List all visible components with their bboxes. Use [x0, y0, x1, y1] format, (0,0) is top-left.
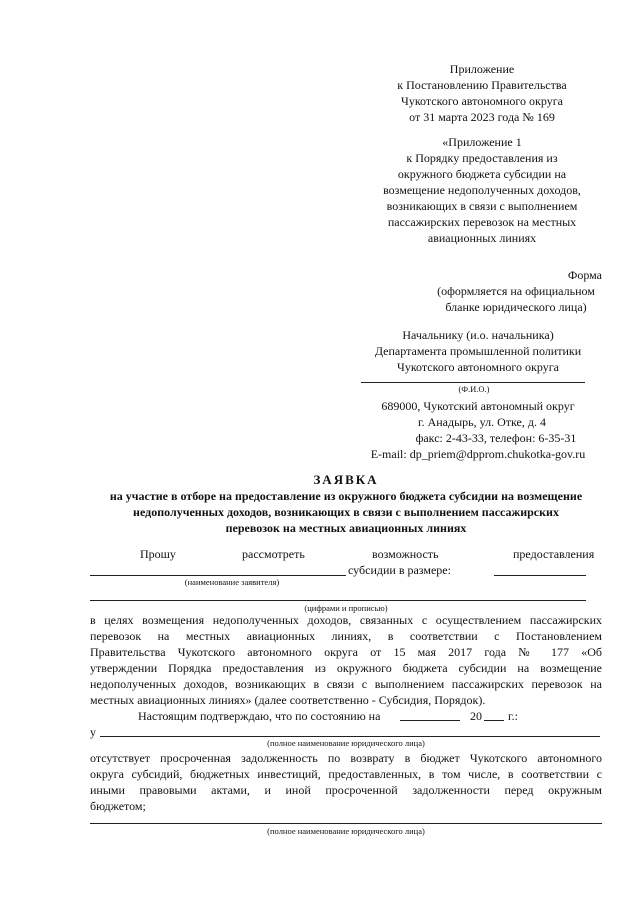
appendix1-line-4: возмещение недополученных доходов,	[383, 183, 581, 197]
u-prefix: у	[90, 725, 96, 739]
form-label: Форма	[567, 268, 602, 282]
addressee-line-2: Департамента промышленной политики	[374, 344, 582, 358]
fio-caption: (Ф.И.О.)	[458, 384, 490, 394]
purpose-line-3: Правительства Чукотского автономного округа от 15 мая 2017 года № 177 «Об	[90, 645, 602, 659]
application-title: ЗАЯВКА	[313, 472, 379, 487]
subsidy-amount-line[interactable]	[494, 575, 586, 576]
address-line-4: E-mail: dp_priem@dpprom.chukotka-gov.ru	[370, 447, 586, 461]
form-note-line-1: (оформляется на официальном	[437, 284, 595, 298]
debt-line-2: округа субсидий, бюджетных инвестиций, предоставленных, в том числе, в соответствии с	[90, 767, 602, 781]
address-line-3: факс: 2-43-33, телефон: 6-35-31	[415, 431, 577, 445]
legal-entity-line[interactable]	[100, 736, 600, 737]
appendix1-line-7: авиационных линиях	[427, 231, 537, 245]
confirm-suffix: г.:	[508, 709, 518, 723]
request-word-3: возможность	[372, 547, 439, 561]
debt-line-1: отсутствует просроченная задолженность по возврату в бюджет Чукотского автономного	[90, 751, 602, 765]
application-subtitle-line-2: недополученных доходов, возникающих в связи с выполнением пассажирских	[133, 505, 559, 519]
address-line-1: 689000, Чукотский автономный округ	[381, 399, 575, 413]
subsidy-amount-text: субсидии в размере:	[348, 563, 451, 577]
appendix-line-4: от 31 марта 2023 года № 169	[409, 110, 555, 124]
form-note-line-2: бланке юридического лица)	[445, 300, 587, 314]
confirm-year-line[interactable]	[484, 720, 504, 721]
debt-line-3: иными правовыми актами, и иной просроченной задолженности перед окружным	[90, 783, 602, 797]
purpose-line-1: в целях возмещения недополученных доходов, связанных с осуществлением пассажирских	[90, 613, 602, 627]
application-subtitle-line-1: на участие в отборе на предоставление из окружного бюджета субсидии на возмещение	[109, 489, 583, 503]
purpose-line-4: утверждении Порядка предоставления из окружного бюджета субсидии на возмещение	[90, 661, 602, 675]
legal-entity-line-2[interactable]	[90, 823, 602, 824]
request-word-4: предоставления	[513, 547, 595, 561]
confirm-year: 20	[470, 709, 482, 723]
legal-entity-caption-2: (полное наименование юридического лица)	[267, 826, 425, 836]
legal-entity-caption: (полное наименование юридического лица)	[267, 738, 425, 748]
purpose-line-6: местных авиационных линиях» (далее соответственно - Субсидия, Порядок).	[90, 693, 486, 707]
appendix-line-2: к Постановлению Правительства	[397, 78, 567, 92]
amount-words-line[interactable]	[90, 600, 586, 601]
purpose-line-2: перевозок на местных авиационных линиях, в соответствии с Постановлением	[90, 629, 602, 643]
applicant-caption: (наименование заявителя)	[184, 577, 280, 587]
fio-blank-line[interactable]	[361, 382, 585, 383]
addressee-line-1: Начальнику (и.о. начальника)	[402, 328, 554, 342]
appendix1-line-6: пассажирских перевозок на местных	[387, 215, 577, 229]
amount-caption: (цифрами и прописью)	[304, 603, 388, 613]
address-line-2: г. Анадырь, ул. Отке, д. 4	[418, 415, 546, 429]
appendix-line-1: Приложение	[449, 62, 515, 76]
confirm-prefix: Настоящим подтверждаю, что по состоянию на	[138, 709, 381, 723]
appendix1-line-3: окружного бюджета субсидии на	[397, 167, 567, 181]
addressee-line-3: Чукотского автономного округа	[397, 360, 559, 374]
appendix1-line-5: возникающих в связи с выполнением	[386, 199, 578, 213]
confirm-date-line[interactable]	[400, 720, 460, 721]
appendix1-line-1: «Приложение 1	[442, 135, 522, 149]
appendix1-line-2: к Порядку предоставления из	[406, 151, 558, 165]
appendix-line-3: Чукотского автономного округа	[401, 94, 563, 108]
debt-line-4: бюджетом;	[90, 799, 146, 813]
purpose-line-5: недополученных доходов, возникающих в связи с выполнением пассажирских перевозок на	[90, 677, 602, 691]
request-word-1: Прошу	[140, 547, 176, 561]
request-word-2: рассмотреть	[242, 547, 305, 561]
applicant-name-line[interactable]	[90, 575, 346, 576]
application-subtitle-line-3: перевозок на местных авиационных линиях	[225, 521, 467, 535]
